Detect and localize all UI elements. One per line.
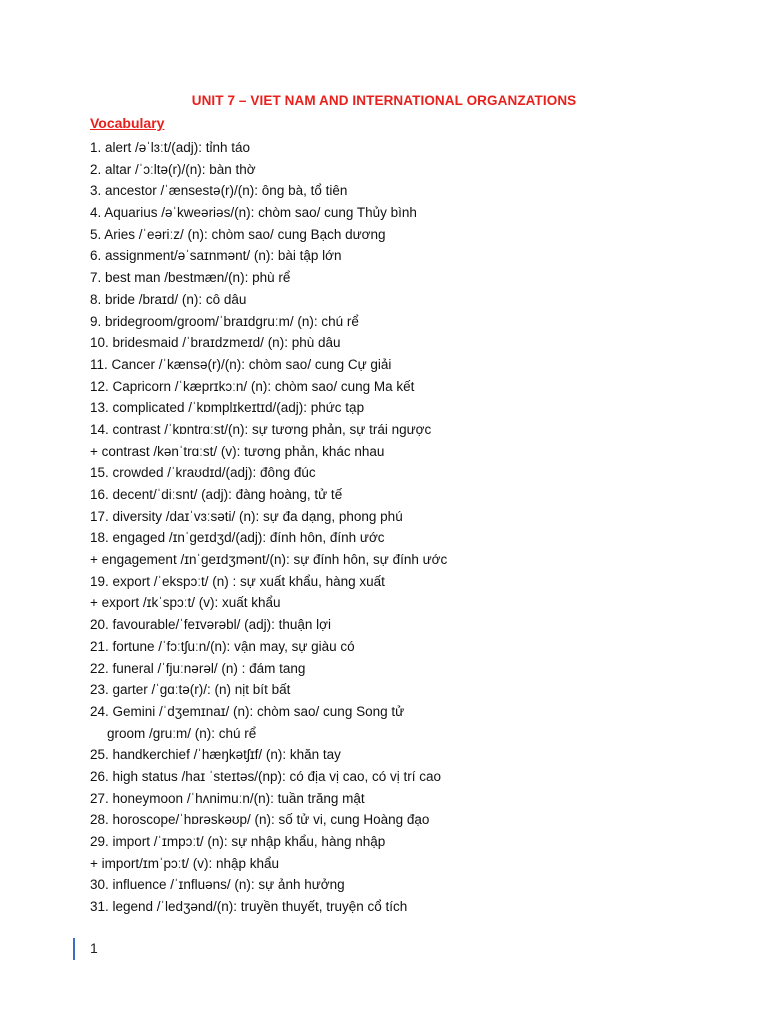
vocab-entry: + export /ɪkˈspɔːt/ (v): xuất khẩu: [90, 595, 281, 611]
vocab-entry: 24. Gemini /ˈdʒemɪnaɪ/ (n): chòm sao/ cung Song tử: [90, 703, 405, 719]
vocab-entry: 22. funeral /ˈfjuːnərəl/ (n) : đám tang: [90, 660, 306, 676]
vocab-entry: groom /gruːm/ (n): chú rể: [107, 725, 257, 741]
vocab-entry: 15. crowded /ˈkraʊdɪd/(adj): đông đúc: [90, 465, 316, 481]
vocab-entry: 20. favourable/ˈfeɪvərəbl/ (adj): thuận lợi: [90, 617, 332, 633]
vocab-entry: 18. engaged /ɪnˈgeɪdʒd/(adj): đính hôn, đính ước: [90, 530, 385, 546]
vocab-entry: 27. honeymoon /ˈhʌnimuːn/(n): tuần trăng mật: [90, 790, 365, 806]
vocab-entry: 3. ancestor /ˈænsestə(r)/(n): ông bà, tổ tiên: [90, 183, 348, 199]
vocab-entry: 31. legend /ˈledʒənd/(n): truyền thuyết, truyện cổ tích: [90, 899, 408, 915]
vocab-entry: 7. best man /bestmæn/(n): phù rể: [90, 270, 291, 286]
footer-divider-bar: [73, 938, 75, 960]
vocab-entry: 25. handkerchief /ˈhæŋkətʃɪf/ (n): khăn tay: [90, 747, 341, 763]
vocabulary-list: [90, 137, 730, 918]
vocab-entry: 8. bride /braɪd/ (n): cô dâu: [90, 291, 247, 307]
vocab-entry: + import/ɪmˈpɔːt/ (v): nhập khẩu: [90, 855, 279, 871]
vocab-entry: 23. garter /ˈgɑːtə(r)/: (n) nịt bít bất: [90, 682, 291, 698]
vocab-entry: 12. Capricorn /ˈkæprɪkɔːn/ (n): chòm sao/ cung Ma kết: [90, 378, 415, 394]
vocab-entry: 10. bridesmaid /ˈbraɪdzmeɪd/ (n): phù dâu: [90, 335, 341, 351]
document-title: UNIT 7 – VIET NAM AND INTERNATIONAL ORGANZATIONS: [191, 93, 577, 108]
page-number: 1: [90, 940, 98, 956]
vocab-entry: 21. fortune /ˈfɔːtʃuːn/(n): vận may, sự giàu có: [90, 638, 355, 654]
section-heading-vocabulary: Vocabulary: [90, 115, 165, 131]
vocab-entry: 5. Aries /ˈeəriːz/ (n): chòm sao/ cung Bạch dương: [90, 226, 386, 242]
vocab-entry: 19. export /ˈekspɔːt/ (n) : sự xuất khẩu, hàng xuất: [90, 573, 385, 589]
vocab-entry: 6. assignment/əˈsaɪnmənt/ (n): bài tập lớn: [90, 248, 342, 264]
vocab-entry: + contrast /kənˈtrɑːst/ (v): tương phản, khác nhau: [90, 443, 385, 459]
vocab-entry: + engagement /ɪnˈgeɪdʒmənt/(n): sự đính hôn, sự đính ước: [90, 552, 448, 568]
vocab-entry: 4. Aquarius /əˈkweəriəs/(n): chòm sao/ cung Thủy bình: [90, 205, 417, 221]
vocab-entry: 14. contrast /ˈkɒntrɑːst/(n): sự tương phản, sự trái ngược: [90, 421, 432, 437]
vocab-entry: 1. alert /əˈlɜːt/(adj): tỉnh táo: [90, 140, 251, 155]
vocab-entry: 9. bridegroom/groom/ˈbraɪdgruːm/ (n): chú rể: [90, 313, 359, 329]
vocab-entry: 29. import /ˈɪmpɔːt/ (n): sự nhập khẩu, hàng nhập: [90, 834, 386, 849]
vocab-entry: 16. decent/ˈdiːsnt/ (adj): đàng hoàng, tử tế: [90, 487, 343, 502]
vocab-entry: 30. influence /ˈɪnfluəns/ (n): sự ảnh hưởng: [90, 877, 345, 893]
vocab-entry: 2. altar /ˈɔːltə(r)/(n): bàn thờ: [90, 161, 256, 177]
vocab-entry: 11. Cancer /ˈkænsə(r)/(n): chòm sao/ cung Cự giải: [90, 356, 392, 372]
vocab-entry: 17. diversity /daɪˈvɜːsəti/ (n): sự đa dạng, phong phú: [90, 508, 403, 524]
vocab-entry: 13. complicated /ˈkɒmplɪkeɪtɪd/(adj): phức tạp: [90, 400, 365, 416]
vocab-entry: 28. horoscope/ˈhɒrəskəʊp/ (n): số tử vi, cung Hoàng đạo: [90, 812, 430, 828]
vocab-entry: 26. high status /haɪ ˈsteɪtəs/(np): có địa vị cao, có vị trí cao: [90, 768, 442, 784]
